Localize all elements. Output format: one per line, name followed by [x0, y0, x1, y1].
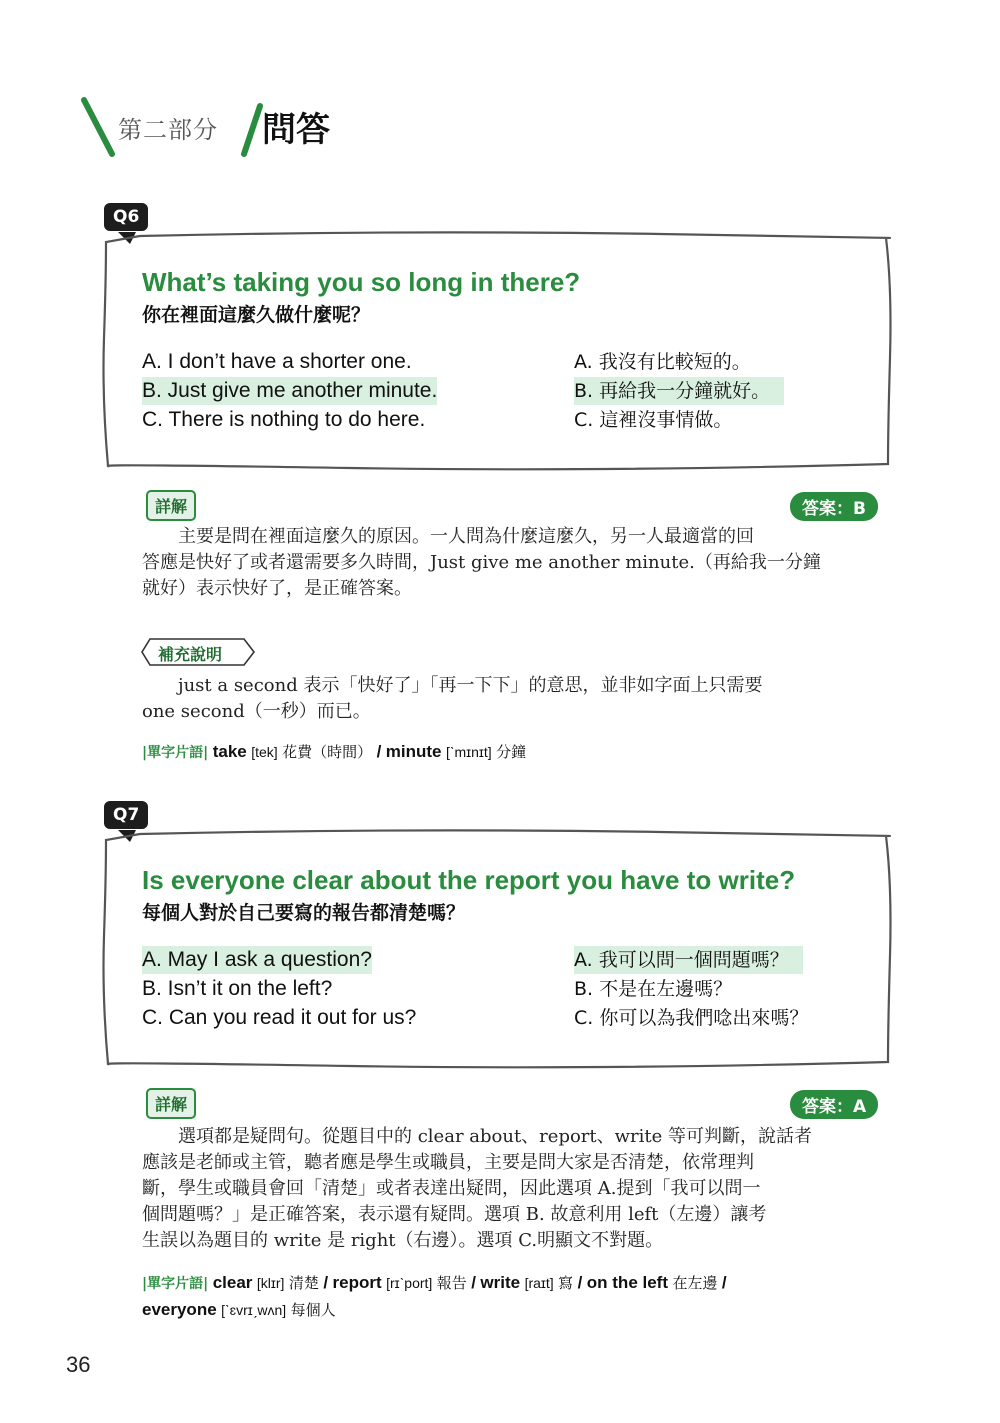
supplement-line: one second（一秒）而已。	[142, 701, 371, 722]
supplement-title: 補充說明	[158, 645, 223, 664]
vocab-word: clear	[212, 1273, 253, 1292]
vocab-line	[142, 1270, 727, 1297]
vocab-phonetic: [raɪt]	[524, 1275, 554, 1291]
option-c-en: C. Can you read it out for us?	[142, 1006, 417, 1029]
vocab-meaning: 花費（時間）	[282, 743, 373, 761]
vocab-label: |單字片語|	[142, 1276, 209, 1292]
vocab-word: on the left	[586, 1273, 668, 1292]
option-b-en: B. Isn’t it on the left?	[142, 977, 333, 1000]
question-english: Is everyone clear about the report you have to write?	[142, 865, 796, 895]
vocab-word: report	[332, 1273, 382, 1292]
vocab-separator: /	[376, 742, 382, 761]
vocab-label: |單字片語|	[142, 745, 209, 761]
vocab-word: take	[212, 742, 247, 761]
question-chinese: 你在裡面這麼久做什麼呢？	[142, 304, 371, 326]
option-a-zh: A. 我沒有比較短的。	[574, 351, 751, 373]
vocab-separator: /	[577, 1273, 583, 1292]
option-a-zh: A. 我可以問一個問題嗎？	[574, 946, 803, 974]
vocab-meaning: 在左邊	[672, 1274, 718, 1292]
page-number: 36	[66, 1352, 91, 1377]
question-tag: Q7	[104, 801, 148, 829]
vocab-phonetic: [klɪr]	[256, 1275, 285, 1291]
vocab-separator: /	[471, 1273, 476, 1292]
supplement-line: just a second 表示「快好了」「再一下下」的意思，並非如字面上只需要	[142, 675, 763, 696]
detail-label: 詳解	[146, 490, 196, 521]
vocab-phonetic: [ˋɛvrɪˏwʌn]	[221, 1302, 287, 1318]
explanation-line: 生誤以為題目的 write 是 right（右邊）。選項 C.明顯文不對題。	[142, 1230, 664, 1251]
explanation-line: 答應是快好了或者還需要多久時間，Just give me another minute.（再給我一分鐘	[142, 552, 821, 573]
vocab-separator: /	[323, 1273, 329, 1292]
vocab-word: minute	[385, 742, 442, 761]
option-b-en: B. Just give me another minute.	[142, 377, 437, 405]
explanation-line: 斷，學生或職員會回「清楚」或者表達出疑問，因此選項 A.提到「我可以問一	[142, 1178, 761, 1199]
answer-badge: 答案：A	[790, 1090, 878, 1119]
answer-badge: 答案：B	[790, 492, 878, 521]
detail-label: 詳解	[146, 1088, 196, 1119]
explanation	[142, 524, 887, 602]
question-english: What’s taking you so long in there?	[142, 267, 581, 297]
question-chinese: 每個人對於自己要寫的報告都清楚嗎？	[142, 902, 466, 924]
option-a-en: A. May I ask a question?	[142, 946, 372, 974]
supplement-text	[142, 673, 887, 725]
option-a-en: A. I don’t have a shorter one.	[142, 350, 412, 373]
vocab-meaning: 分鐘	[496, 743, 527, 761]
explanation-line: 主要是問在裡面這麼久的原因。一人問為什麼這麼久，另一人最適當的回	[142, 526, 754, 547]
option-b-zh: B. 不是在左邊嗎？	[574, 978, 733, 1000]
vocab-phonetic: [rɪˋport]	[386, 1275, 433, 1291]
option-c-en: C. There is nothing to do here.	[142, 408, 426, 431]
vocab-separator: /	[721, 1273, 727, 1292]
section-header	[78, 92, 378, 162]
vocab-meaning: 報告	[436, 1274, 467, 1292]
explanation-line: 應該是老師或主管，聽者應是學生或職員，主要是問大家是否清楚，依常理判	[142, 1152, 754, 1173]
vocab-meaning: 每個人	[290, 1301, 336, 1319]
explanation-line: 選項都是疑問句。從題目中的 clear about、report、write 等可判斷，說話者	[142, 1126, 813, 1147]
option-c-zh: C. 這裡沒事情做。	[574, 409, 733, 431]
section-title: 問答	[262, 110, 330, 150]
vocab-meaning: 寫	[558, 1274, 574, 1292]
explanation-line: 個問題嗎？」是正確答案，表示還有疑問。選項 B. 故意利用 left（左邊）讓考	[142, 1204, 767, 1225]
vocab-meaning: 清楚	[288, 1274, 319, 1292]
vocab-word: write	[480, 1273, 521, 1292]
vocab-phonetic: [tek]	[251, 744, 278, 760]
supplement-label	[140, 637, 260, 667]
option-b-zh: B. 再給我一分鐘就好。	[574, 377, 784, 405]
vocab-line	[142, 739, 526, 766]
explanation	[142, 1124, 887, 1254]
section-subtitle: 第二部分	[118, 116, 218, 144]
vocab-phonetic: [ˋmɪnɪt]	[445, 744, 492, 760]
option-c-zh: C. 你可以為我們唸出來嗎？	[574, 1007, 809, 1029]
vocab-word: everyone	[142, 1300, 217, 1319]
vocab-line	[142, 1297, 336, 1324]
question-tag: Q6	[104, 203, 148, 231]
explanation-line: 就好）表示快好了，是正確答案。	[142, 578, 412, 599]
